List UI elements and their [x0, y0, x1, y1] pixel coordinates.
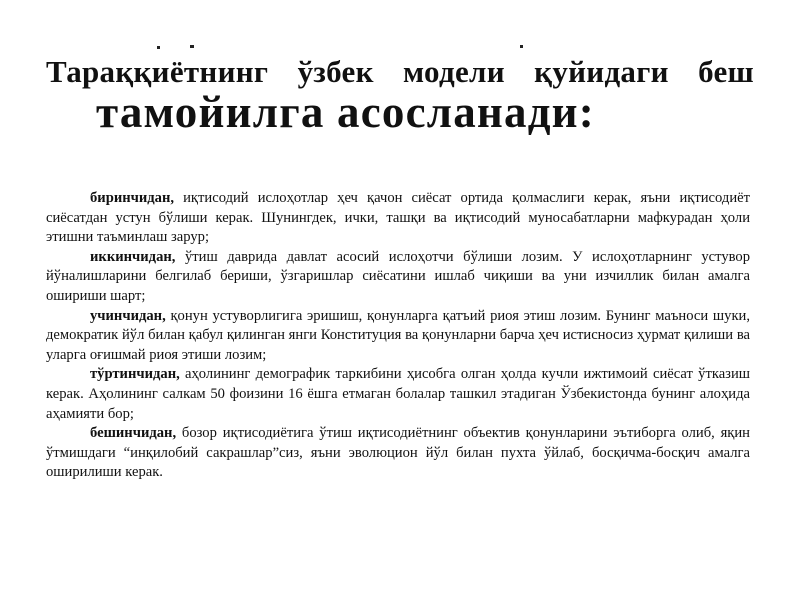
- paragraph-fourth: [46, 365, 750, 424]
- paragraph-lead: учинчидан,: [90, 307, 166, 324]
- paragraph-third: [46, 307, 750, 366]
- paragraph-first: [46, 189, 750, 248]
- heading-line-2: тамойилга асосланади:: [96, 87, 595, 137]
- paragraph-text: ўтиш даврида давлат асосий ислоҳотчи бўлиши лозим. У ислоҳотларнинг устувор йўналишларини белгилаб бериши, ўзгаришлар сиёсатини ишлаб чиқиши ва уни изчиллик билан амалга ошириши шарт;: [46, 248, 750, 304]
- body-text: [46, 189, 750, 483]
- paragraph-text: қонун устуворлигига эришиш, қонунларга қатъий риоя этиш лозим. Бунинг маъноси шуки, демократик йўл билан қабул қилинган янги Конституция ва қонунларни барча ҳеч истисносиз ҳурмат қилиши ва уларга оғишмай риоя этиши лозим;: [46, 307, 750, 363]
- paragraph-fifth: [46, 424, 750, 483]
- paragraph-text: аҳолининг демографик таркибини ҳисобга олган ҳолда кучли ижтимоий сиёсат ўтказиш керак. Аҳолининг салкам 50 фоизини 16 ёшга етмаган болалар ташкил этадиган Ўзбекистонда бунинг алоҳида аҳамияти бор;: [46, 366, 750, 422]
- paragraph-lead: биринчидан,: [90, 190, 175, 206]
- paragraph-lead: бешинчидан,: [90, 425, 177, 442]
- heading-line-1: Тараққиётнинг ўзбек модели қуйидаги беш: [46, 54, 754, 89]
- paragraph-lead: тўртинчидан,: [90, 366, 180, 383]
- paragraph-text: бозор иқтисодиётига ўтиш иқтисодиётнинг объектив қонунларини эътиборга олиб, яқин ўтмишдаги “инқилобий сакрашлар”сиз, яъни эволюцион йўл билан пухта ўйлаб, босқичма-босқич амалга оширилиши керак.: [46, 425, 750, 481]
- paragraph-text: иқтисодий ислоҳотлар ҳеч қачон сиёсат ортида қолмаслиги керак, яъни иқтисодиёт сиёсатдан устун бўлиши керак. Шунингдек, ички, ташқи ва иқтисодий муносабатларни мафкурадан ҳоли этишни таъминлаш зарур;: [46, 190, 750, 246]
- paragraph-second: [46, 248, 750, 307]
- paragraph-lead: иккинчидан,: [90, 248, 176, 265]
